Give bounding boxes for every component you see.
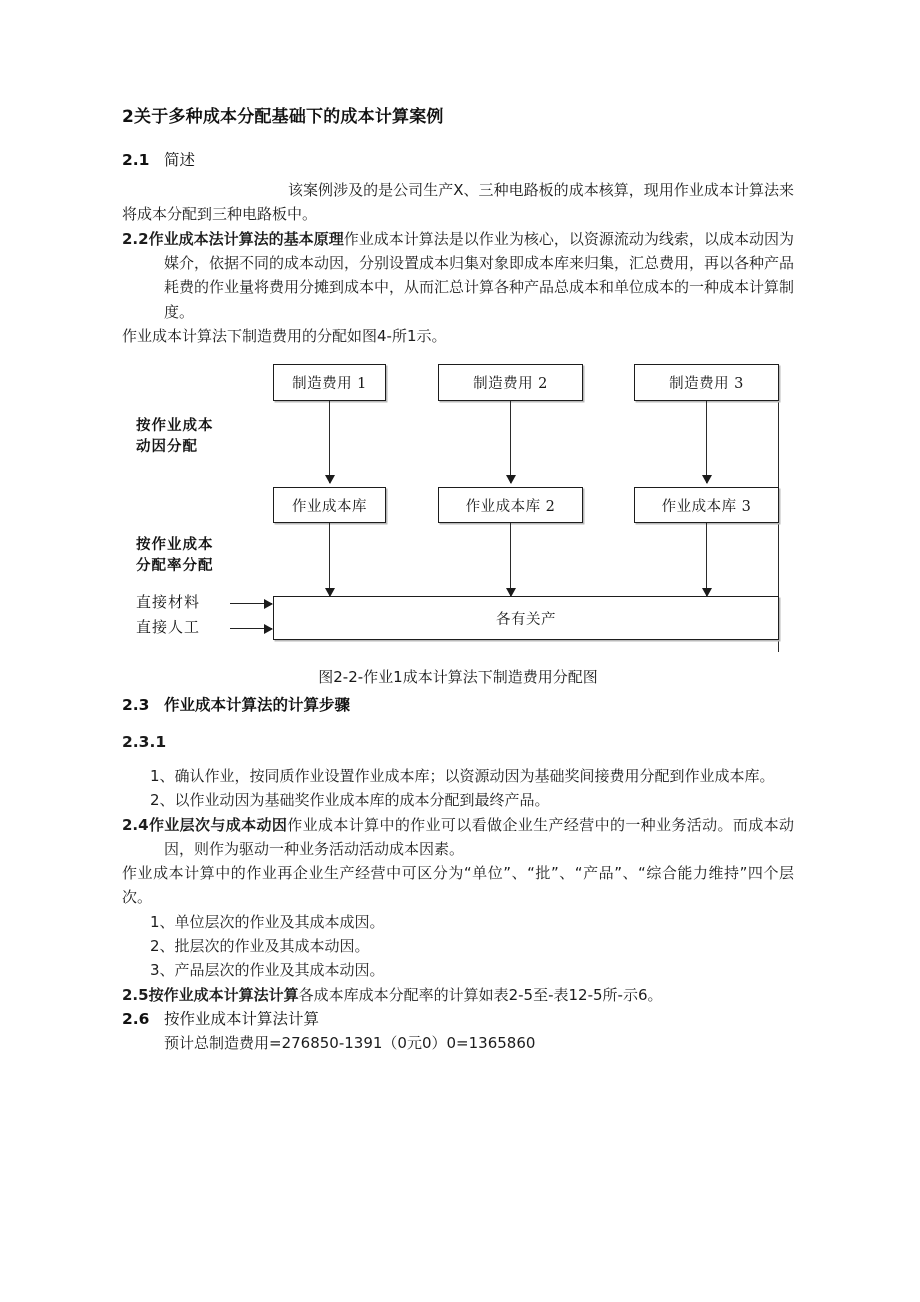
section-2-2-body2: 作业成本计算法下制造费用的分配如图4-所1示。 (122, 326, 447, 345)
figure-left-label-2-line-2: 分配率分配 (136, 557, 214, 575)
overhead-box-2-label: 制造费用 2 (473, 376, 548, 393)
overhead-box-3 (634, 364, 779, 401)
section-2-4-body2: 作业成本计算中的作业再企业生产经营中可区分为“单位”、“批”、“产品”、“综合能力维持”四个层次。 (122, 864, 794, 907)
section-number-2-1: 2.1 (122, 151, 150, 170)
section-2-1-body: 该案例涉及的是公司生产X、三种电路板的成本核算，现用作业成本计算法来将成本分配到三种电路板中。 (122, 181, 794, 224)
section-number-2-6: 2.6 (122, 1009, 150, 1028)
figure-left-label-2-line-1: 按作业成本 (136, 536, 214, 554)
arrow-overhead-2-to-pool-2 (510, 401, 511, 483)
section-number-2-3: 2.3 (122, 695, 150, 714)
figure-left-label-1-line-2: 动因分配 (136, 438, 198, 456)
input-label-direct-material-text: 直接材料 (136, 593, 201, 612)
arrow-overhead-1-to-pool-1 (329, 401, 330, 483)
cost-pool-box-1 (273, 487, 386, 523)
cost-pool-box-3-label: 作业成本库 3 (661, 498, 752, 515)
section-2-4-body: 作业成本计算中的作业可以看做企业生产经营中的一种业务活动。而成本动因，则作为驱动一种业务活动活动成本因素。 (164, 815, 794, 858)
section-2-2-body: 作业成本计算法是以作业为核心，以资源流动为线索，以成本动因为媒介，依据不同的成本动因，分别设置成本归集对象即成本库来归集，汇总费用，再以各种产品耗费的作业量将费用分摊到成本中，从而汇总计算各种产品总成本和单位成本的一种成本计算制度。 (164, 229, 795, 321)
input-label-direct-labor-text: 直接人工 (136, 618, 201, 637)
section-title-2-6: 按作业成本计算法计算 (164, 1009, 320, 1028)
arrow-pool-2-to-product (510, 523, 511, 596)
section-2-4-item-2: 2、批层次的作业及其成本动因。 (150, 937, 370, 956)
section-heading-2-3-1: 2.3.1 (122, 732, 167, 751)
section-heading-2-6 (122, 1007, 794, 1031)
section-title-2-3: 作业成本计算法的计算步骤 (164, 695, 351, 714)
section-2-4-item-3: 3、产品层次的作业及其成本动因。 (150, 961, 385, 980)
section-2-4-item-1: 1、单位层次的作业及其成本成因。 (150, 912, 385, 931)
section-title-2-1: 简述 (164, 151, 196, 170)
section-2-5-block (122, 983, 794, 1007)
section-2-4-block (122, 813, 794, 862)
input-label-direct-labor (136, 616, 200, 637)
page-title: 2关于多种成本分配基础下的成本计算案例 (122, 107, 444, 127)
product-box-label: 各有关产 (496, 611, 556, 628)
section-2-5-body: 各成本库成本分配率的计算如表2-5至-表12-5所-示6。 (298, 985, 663, 1004)
product-box (273, 596, 779, 640)
section-title-2-4: 作业层次与成本动因 (148, 815, 288, 834)
section-number-2-5: 2.5 (122, 985, 149, 1004)
arrow-pool-1-to-product (329, 523, 330, 596)
figure-left-label-rate-allocation (136, 534, 214, 576)
input-label-direct-material (136, 591, 200, 612)
arrow-direct-labor-to-product (230, 628, 272, 629)
cost-pool-box-2 (438, 487, 583, 523)
section-2-3-item-1: 1、确认作业，按同质作业设置作业成本库；以资源动因为基础奖间接费用分配到作业成本库。 (150, 766, 775, 785)
section-number-2-2: 2.2 (122, 229, 149, 248)
section-2-2-block (122, 227, 794, 324)
cost-pool-box-2-label: 作业成本库 2 (465, 498, 556, 515)
arrow-pool-3-to-product (706, 523, 707, 596)
section-number-2-4: 2.4 (122, 815, 149, 834)
section-2-6-formula: 预计总制造费用=276850-1391（0元0）0=1365860 (164, 1033, 536, 1052)
figure-left-label-driver-allocation (136, 415, 214, 457)
section-title-2-2: 作业成本法计算法的基本原理 (148, 229, 344, 248)
section-2-3-item-2: 2、以作业动因为基础奖作业成本库的成本分配到最终产品。 (150, 791, 550, 810)
page-content (122, 106, 794, 1055)
figure-left-label-1-line-1: 按作业成本 (136, 417, 214, 435)
arrow-direct-material-to-product (230, 603, 272, 604)
overhead-box-3-label: 制造费用 3 (669, 376, 744, 393)
overhead-box-1 (273, 364, 386, 401)
cost-allocation-diagram (122, 362, 794, 662)
figure-caption: 图2-2-作业1成本计算法下制造费用分配图 (318, 668, 598, 687)
section-heading-2-1 (122, 148, 794, 172)
overhead-box-2 (438, 364, 583, 401)
cost-pool-box-1-label: 作业成本库 (292, 498, 367, 515)
section-title-2-5: 按作业成本计算法计算 (148, 985, 299, 1004)
section-heading-2-3 (122, 693, 794, 717)
cost-pool-box-3 (634, 487, 779, 523)
arrow-overhead-3-to-pool-3 (706, 401, 707, 483)
overhead-box-1-label: 制造费用 1 (292, 376, 367, 393)
